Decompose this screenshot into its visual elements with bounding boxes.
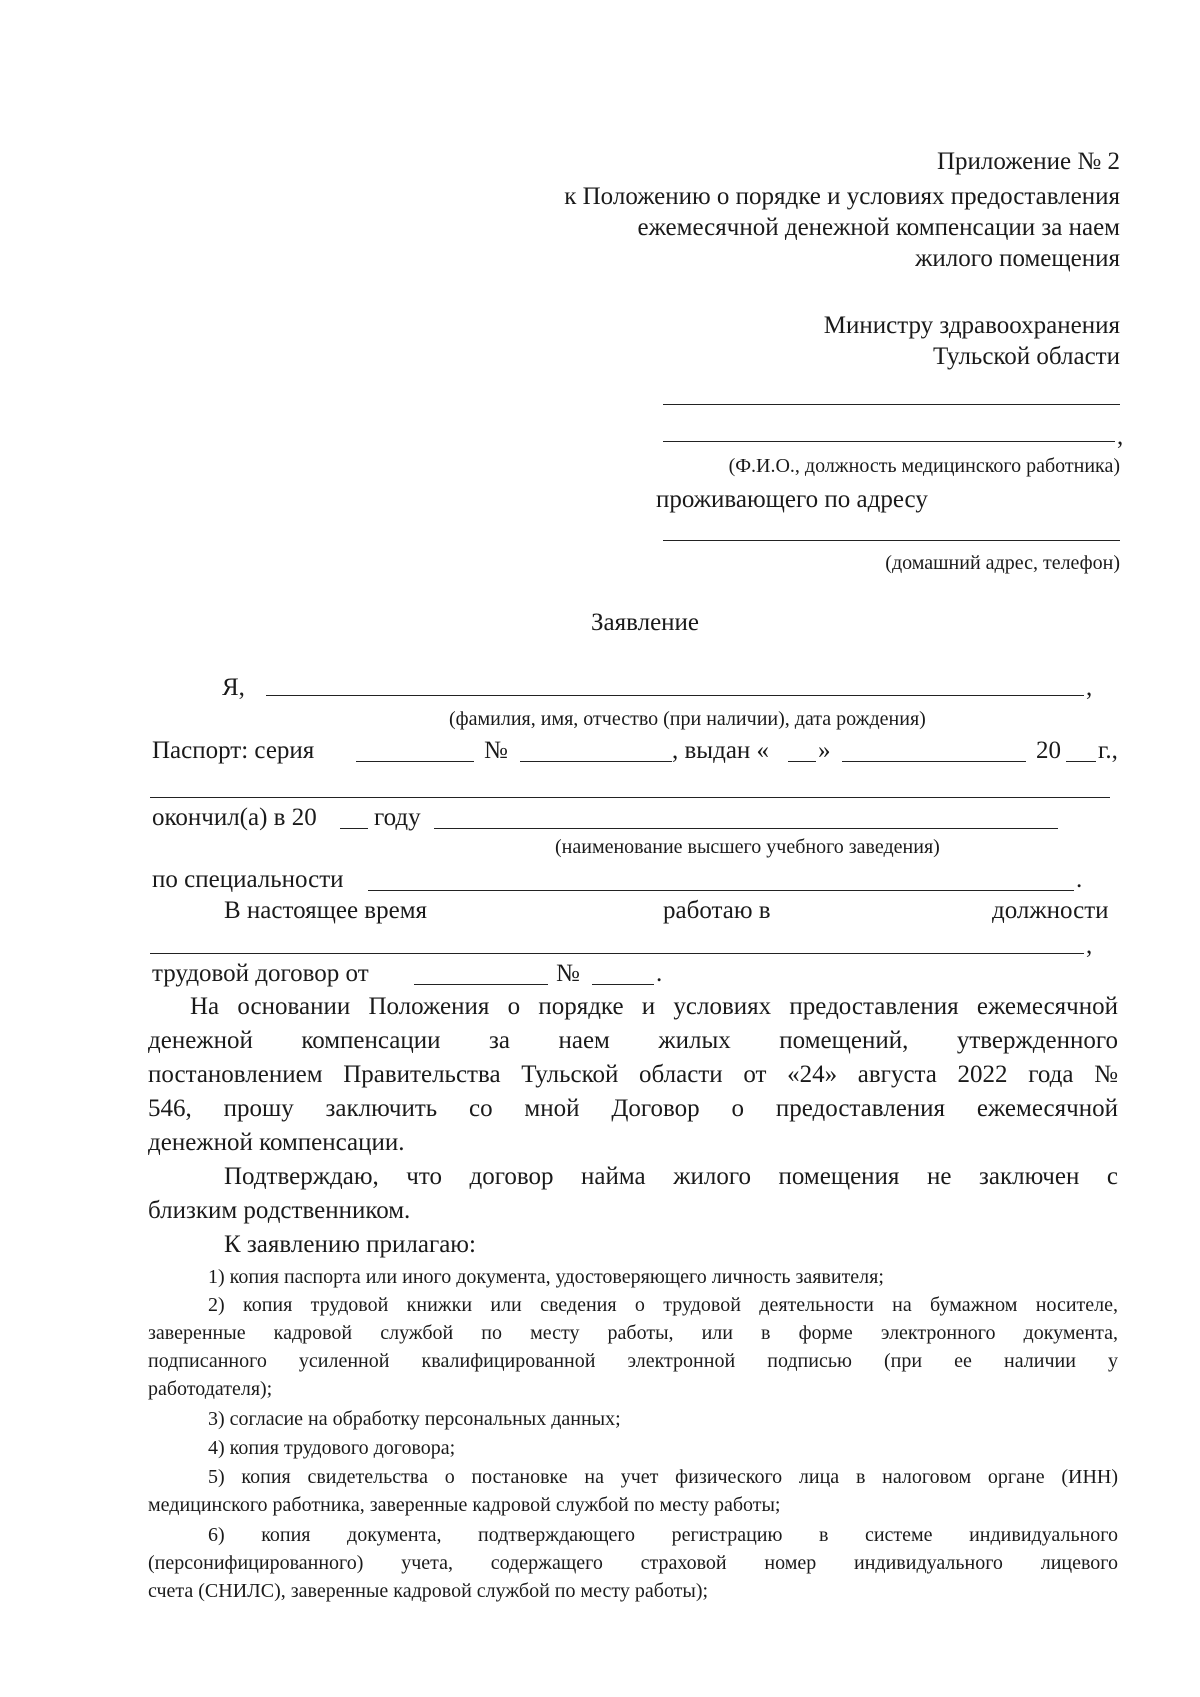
workplace-line-comma: , [1086,932,1093,959]
address-hint: (домашний адрес, телефон) [885,552,1120,574]
contract-number-sign: № [556,960,580,987]
attachments-title: К заявлению прилагаю: [224,1231,476,1258]
graduation-year-line [340,828,368,829]
passport-year-line [1066,761,1096,762]
passport-issued-close: » [818,737,831,764]
specialty-label: по специальности [152,866,344,893]
attachment-item-continuation: заверенные кадровой службой по месту работы, или в форме электронного документа, [148,1322,1118,1344]
name-fill-line [266,695,1084,696]
attachment-item-continuation: подписанного усиленной квалифицированной электронной подписью (при ее наличии у [148,1350,1118,1372]
name-hint: (фамилия, имя, отчество (при наличии), дата рождения) [449,708,926,730]
name-line-comma: , [1086,674,1093,701]
passport-series-line [356,761,474,762]
appendix-reference-line: жилого помещения [915,245,1120,272]
university-hint: (наименование высшего учебного заведения) [555,836,940,858]
residing-label: проживающего по адресу [656,486,928,513]
addressee-line: Министру здравоохранения [823,312,1120,339]
attachment-item: 1) копия паспорта или иного документа, удостоверяющего личность заявителя; [208,1266,884,1288]
attachment-item-continuation: (персонифицированного) учета, содержащего страховой номер индивидуального лицевого [148,1552,1118,1574]
specialty-fill-line [368,890,1074,891]
passport-month-line [842,761,1026,762]
appendix-reference-line: ежемесячной денежной компенсации за наем [637,214,1120,241]
fio-fill-line [663,441,1115,442]
university-fill-line [434,828,1058,829]
appendix-reference-line: к Положению о порядке и условиях предоставления [564,183,1120,210]
body-paragraph-line: близким родственником. [148,1197,411,1224]
body-paragraph-line: На основании Положения о порядке и условиях предоставления ежемесячной [190,993,1118,1020]
body-paragraph-line: денежной компенсации. [148,1129,405,1156]
contract-label: трудовой договор от [152,960,369,987]
fio-line-comma: , [1117,423,1124,450]
specialty-end: . [1076,866,1083,893]
passport-day-line [788,761,816,762]
contract-date-line [414,984,548,985]
attachment-item: 5) копия свидетельства о постановке на учет физического лица в налоговом органе (ИНН) [208,1466,1118,1488]
passport-number-sign: № [484,737,508,764]
ya-label: Я, [222,674,245,701]
work-at-label: работаю в [663,897,771,924]
passport-issuer-line [150,797,1110,798]
attachment-item-continuation: счета (СНИЛС), заверенные кадровой службой по месту работы); [148,1580,709,1602]
position-label: должности [992,897,1109,924]
attachment-item: 2) копия трудовой книжки или сведения о трудовой деятельности на бумажном носителе, [208,1294,1118,1316]
contract-end: . [656,960,663,987]
passport-number-line [520,761,672,762]
address-fill-line [663,540,1120,541]
fio-fill-line [663,404,1120,405]
passport-label: Паспорт: серия [152,737,315,764]
fio-hint: (Ф.И.О., должность медицинского работника) [728,455,1120,477]
currently-label: В настоящее время [224,897,428,924]
workplace-fill-line [150,953,1084,954]
appendix-number: Приложение № 2 [936,148,1120,175]
attachment-item: 4) копия трудового договора; [208,1437,456,1459]
attachment-item-continuation: медицинского работника, заверенные кадровой службой по месту работы; [148,1494,781,1516]
contract-number-line [592,984,654,985]
attachment-item: 6) копия документа, подтверждающего регистрацию в системе индивидуального [208,1524,1118,1546]
addressee-line: Тульской области [933,343,1120,370]
passport-year-prefix: 20 [1036,737,1061,764]
attachment-item: 3) согласие на обработку персональных данных; [208,1408,621,1430]
body-paragraph-line: постановлением Правительства Тульской области от «24» августа 2022 года № [148,1061,1118,1088]
graduated-label: окончил(а) в 20 [152,804,317,831]
body-paragraph-line: денежной компенсации за наем жилых помещений, утвержденного [148,1027,1118,1054]
attachment-item-continuation: работодателя); [148,1378,273,1400]
body-paragraph-line: Подтверждаю, что договор найма жилого помещения не заключен с [224,1163,1118,1190]
body-paragraph-line: 546, прошу заключить со мной Договор о предоставления ежемесячной [148,1095,1118,1122]
passport-issued-label: , выдан « [672,737,770,764]
passport-year-suffix: г., [1098,737,1118,764]
graduated-year-label: году [374,804,421,831]
document-title: Заявление [591,609,700,636]
